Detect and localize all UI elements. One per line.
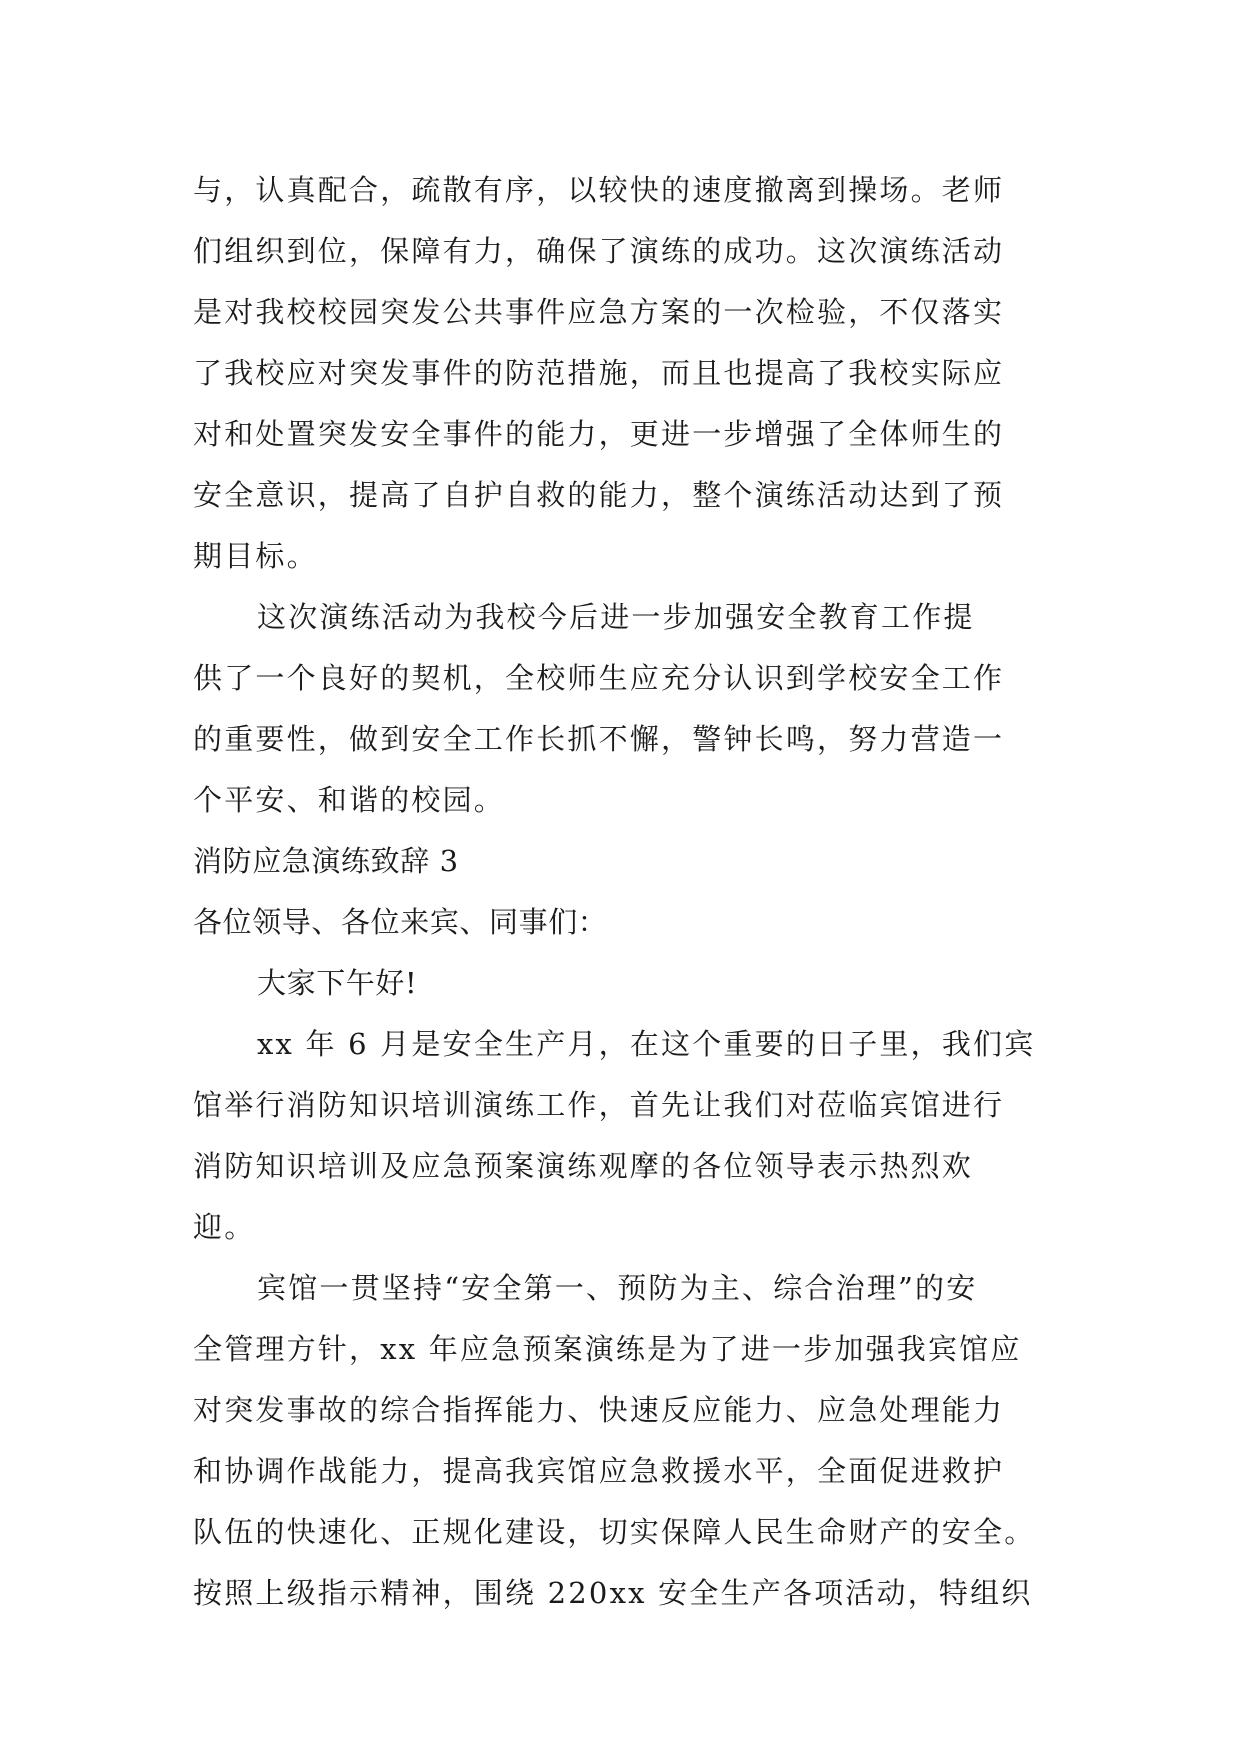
text-line: 对和处置突发安全事件的能力，更进一步增强了全体师生的 bbox=[193, 417, 1005, 451]
text-line: 了我校应对突发事件的防范措施，而且也提高了我校实际应 bbox=[193, 356, 1005, 390]
text-line: 和协调作战能力，提高我宾馆应急救援水平，全面促进救护 bbox=[193, 1454, 1005, 1488]
text-line: 按照上级指示精神，围绕 220xx 安全生产各项活动，特组织 bbox=[193, 1576, 1033, 1610]
text-line: xx 年 6 月是安全生产月，在这个重要的日子里，我们宾 bbox=[257, 1027, 1036, 1061]
text-line: 安全意识，提高了自护自救的能力，整个演练活动达到了预 bbox=[193, 478, 1005, 512]
text-line: 期目标。 bbox=[193, 539, 318, 573]
text-line: 这次演练活动为我校今后进一步加强安全教育工作提 bbox=[257, 600, 975, 634]
text-line: 对突发事故的综合指挥能力、快速反应能力、应急处理能力 bbox=[193, 1393, 1005, 1427]
text-line: 是对我校校园突发公共事件应急方案的一次检验，不仅落实 bbox=[193, 295, 1005, 329]
text-line: 全管理方针，xx 年应急预案演练是为了进一步加强我宾馆应 bbox=[193, 1332, 1022, 1366]
paragraph-1 bbox=[193, 160, 1053, 587]
text-line: 与，认真配合，疏散有序，以较快的速度撤离到操场。老师 bbox=[193, 173, 1005, 207]
text-line: 宾馆一贯坚持“安全第一、预防为主、综合治理”的安 bbox=[257, 1271, 978, 1305]
text-line: 馆举行消防知识培训演练工作，首先让我们对莅临宾馆进行 bbox=[193, 1088, 1005, 1122]
text-line: 们组织到位，保障有力，确保了演练的成功。这次演练活动 bbox=[193, 234, 1005, 268]
salutation: 各位领导、各位来宾、同事们： bbox=[193, 905, 608, 939]
text-line: 个平安、和谐的校园。 bbox=[193, 783, 506, 817]
text-line: 迎。 bbox=[193, 1210, 256, 1244]
document-page bbox=[193, 160, 1053, 1624]
text-line: 消防知识培训及应急预案演练观摩的各位领导表示热烈欢 bbox=[193, 1149, 974, 1183]
section-title: 消防应急演练致辞 3 bbox=[193, 844, 459, 878]
text-line: 供了一个良好的契机，全校师生应充分认识到学校安全工作 bbox=[193, 661, 1005, 695]
paragraph-3 bbox=[193, 1014, 1053, 1258]
text-line: 的重要性，做到安全工作长抓不懈，警钟长鸣，努力营造一 bbox=[193, 722, 1005, 756]
paragraph-4 bbox=[193, 1258, 1053, 1624]
paragraph-2 bbox=[193, 587, 1053, 831]
text-line: 队伍的快速化、正规化建设，切实保障人民生命财产的安全。 bbox=[193, 1515, 1036, 1549]
greeting: 大家下午好! bbox=[257, 966, 418, 1000]
